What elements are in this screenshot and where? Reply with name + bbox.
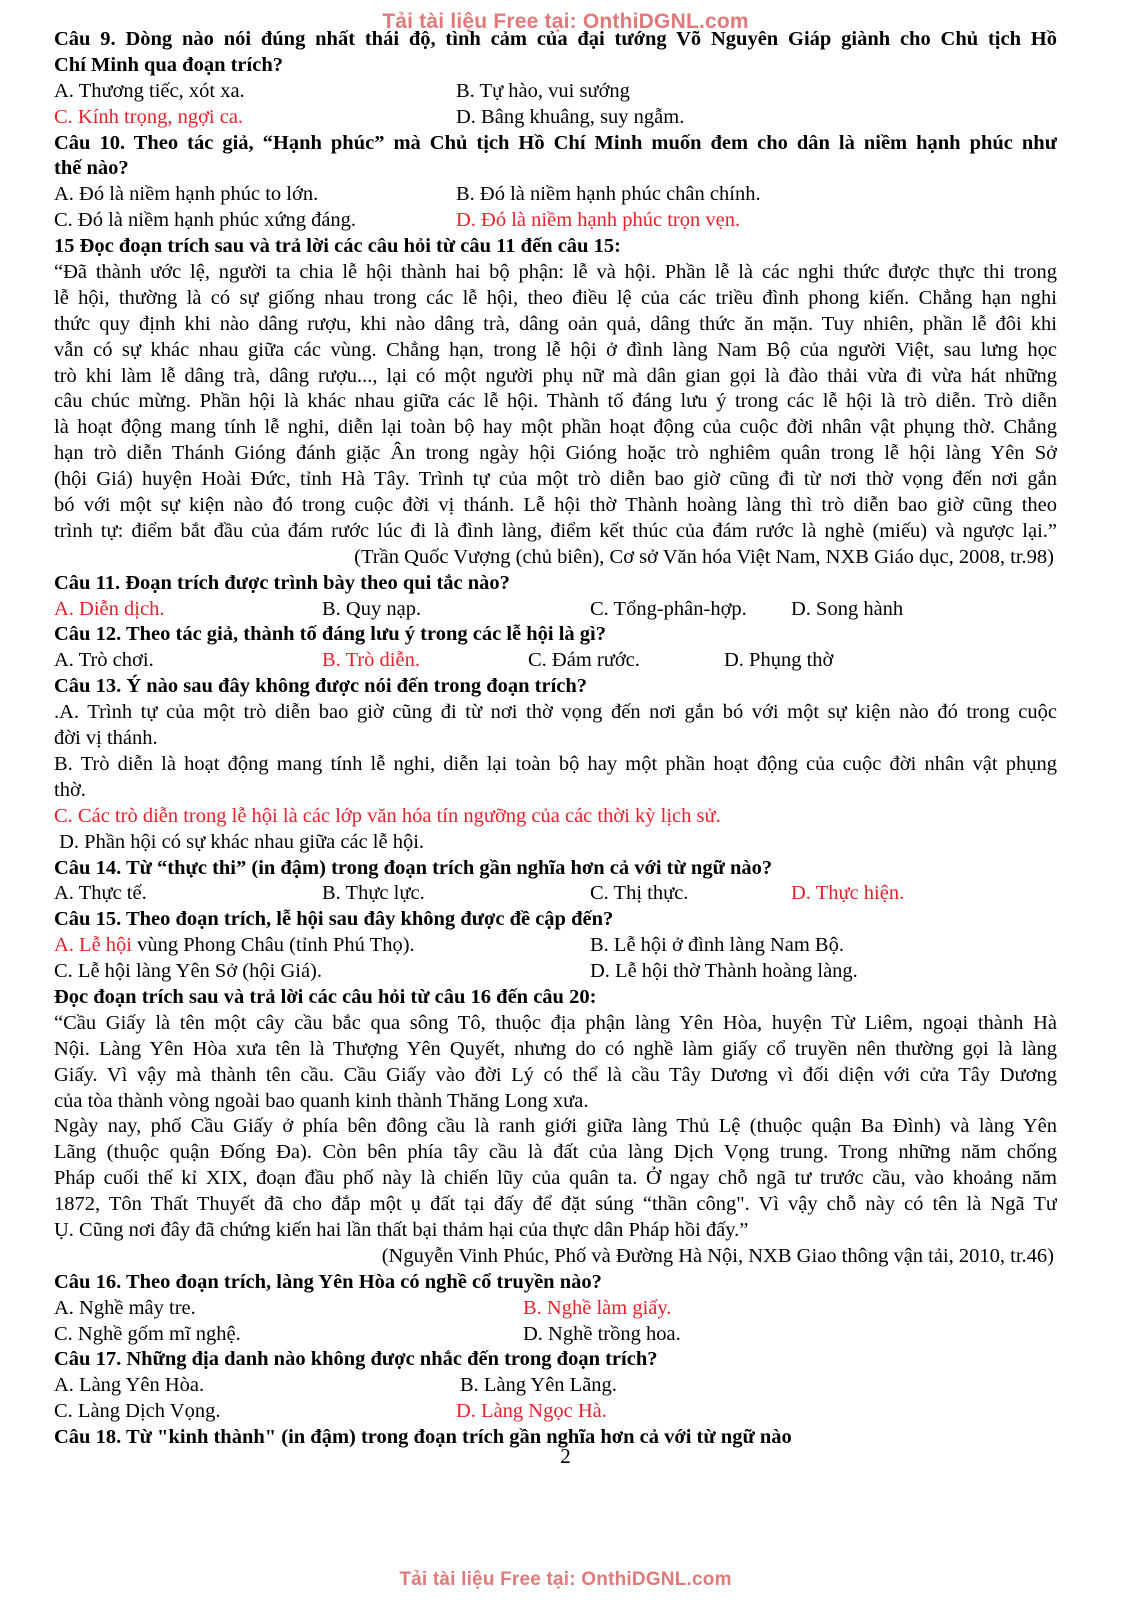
question-9-cont: Chí Minh qua đoạn trích? [54,53,283,76]
question-15: Câu 15. Theo đoạn trích, lễ hội sau đây không được đề cập đến? [54,908,614,931]
question-10: Câu 10. Theo tác giả, “Hạnh phúc” mà Chủ tịch Hồ Chí Minh muốn đem cho dân là niềm hạnh phúc như [54,131,1057,154]
passage-line: 1872, Tôn Thất Thuyết đã cho đắp một ụ đất tại đấy để đặt súng “thần công". Vì vậy chỗ này có tên là Ngã Tư [54,1193,1057,1216]
passage-line: Pháp cuối thế kỉ XIX, đoạn đầu phố này là chiến lũy của quân ta. Ở ngay chỗ ngã tư trước cầu, vào khoảng năm [54,1167,1057,1190]
answer-row [54,1322,1057,1348]
option-a [54,934,415,956]
watermark-bottom[interactable]: Tải tài liệu Free tại: OnthiDGNL.com [399,1569,732,1590]
question-12: Câu 12. Theo tác giả, thành tố đáng lưu ý trong các lễ hội là gì? [54,623,606,646]
option-d: D. Lễ hội thờ Thành hoàng làng. [590,960,858,983]
option-b-correct: B. Trò diễn. [322,649,420,672]
option-c-correct: C. Các trò diễn trong lễ hội là các lớp văn hóa tín ngưỡng của các thời kỳ lịch sử. [54,804,721,827]
option-c: C. Đám rước. [528,649,640,672]
passage-line: trò khi làm lễ dâng trà, dâng rượu..., lại có một người phụ nữ mà dân gian gọi là đào thải vừa đi vừa hát những [54,364,1057,387]
option-b: B. Thực lực. [322,882,425,905]
option-a-correct-label: A. Lễ hội [54,934,132,957]
answer-row [54,1296,1057,1322]
question-11: Câu 11. Đoạn trích được trình bày theo qui tắc nào? [54,571,510,594]
option-d-correct: D. Làng Ngọc Hà. [456,1400,607,1423]
option-b: B. Trò diễn là hoạt động mang tính lễ nghi, diễn lại toàn bộ hay một phần hoạt động của cuộc đời nhân vật phụng [54,752,1057,775]
option-a-correct: A. Diễn dịch. [54,597,165,620]
option-c: C. Lễ hội làng Yên Sở (hội Giá). [54,960,322,983]
option-b: B. Lễ hội ở đình làng Nam Bộ. [590,934,844,957]
passage-line: Giấy. Vì vậy mà thành tên cầu. Cầu Giấy vào đời Lý có thể là cầu Tây Dương vì đối diện với cửa Tây Dương [54,1063,1057,1086]
answer-row [54,597,1057,623]
passage-line: vẫn có sự khác nhau giữa các vùng. Chẳng hạn, trong lễ hội ở đình làng Nam Bộ của người Việt, sau lưng học [54,338,1057,361]
question-10-cont: thế nào? [54,157,129,180]
option-a-cont: đời vị thánh. [54,727,158,750]
option-c: C. Đó là niềm hạnh phúc xứng đáng. [54,209,357,232]
option-d: D. Bâng khuâng, suy ngẫm. [456,105,685,128]
passage-line: (hội Giá) huyện Hoài Đức, tỉnh Hà Tây. Trình tự của một trò diễn bao giờ cũng đi từ nơi thờ vọng đến nơi gắn [54,468,1057,491]
answer-row [54,1399,1057,1425]
question-9: Câu 9. Dòng nào nói đúng nhất thái độ, tình cảm của đại tướng Võ Nguyên Giáp giành cho Chủ tịch Hồ [54,28,1057,50]
answer-row [54,959,1057,985]
answer-row [54,881,1057,907]
passage-line: Lãng (thuộc quận Đống Đa). Còn bên phía tây cầu là đất của làng Dịch Vọng trung. Trong những năm chống [54,1141,1057,1164]
passage-line: Nội. Làng Yên Hòa xưa tên là Thượng Yên Quyết, nhưng do có nghề làm giấy cổ truyền nên thường gọi là làng [54,1037,1057,1060]
page-number: 2 [560,1444,571,1468]
answer-row [54,105,1057,131]
document-body [54,27,1057,1451]
option-c: C. Tổng-phân-hợp. [590,597,747,620]
passage-line: là hoạt động mang tính lễ nghi, diễn lại toàn bộ hay một phần hoạt động của cuộc đời nhân vật phụng thờ. Chẳng [54,416,1057,439]
passage-line: của tòa thành vòng ngoài bao quanh kinh thành Thăng Long xưa. [54,1089,589,1112]
option-a: A. Làng Yên Hòa. [54,1374,205,1397]
passage-line: trình tự: điểm bắt đầu của đám rước lúc đi là đình làng, điểm kết thúc của đám rước là nghè (miếu) và ngược lại.” [54,519,1057,542]
passage-heading: Đọc đoạn trích sau và trả lời các câu hỏi từ câu 16 đến câu 20: [54,985,597,1008]
option-a: A. Thương tiếc, xót xa. [54,79,245,102]
answer-row [54,648,1057,674]
option-c: C. Làng Dịch Vọng. [54,1400,221,1423]
option-c-correct: C. Kính trọng, ngợi ca. [54,105,244,128]
question-18: Câu 18. Từ "kinh thành" (in đậm) trong đoạn trích gần nghĩa hơn cả với từ ngữ nào [54,1426,792,1449]
question-14: Câu 14. Từ “thực thi” (in đậm) trong đoạn trích gần nghĩa hơn cả với từ ngữ nào? [54,856,773,879]
option-d: D. Nghề trồng hoa. [523,1322,681,1345]
option-a: .A. Trình tự của một trò diễn bao giờ cũng đi từ nơi thờ vọng đến nơi gắn bó với một sự kiện nào đó trong cuộc [54,701,1057,724]
passage-source: (Nguyễn Vinh Phúc, Phố và Đường Hà Nội, NXB Giao thông vận tải, 2010, tr.46) [381,1244,1054,1267]
passage-line: Ngày nay, phố Cầu Giấy ở phía bên đông cầu là ranh giới giữa làng Thủ Lệ (thuộc quận Ba Đình) và làng Yên [54,1115,1057,1138]
question-16: Câu 16. Theo đoạn trích, làng Yên Hòa có nghề cổ truyền nào? [54,1270,602,1293]
answer-row [54,182,1057,208]
passage-source: (Trần Quốc Vượng (chủ biên), Cơ sở Văn hóa Việt Nam, NXB Giáo dục, 2008, tr.98) [354,545,1054,568]
option-d: D. Phần hội có sự khác nhau giữa các lễ hội. [54,830,425,853]
option-d-correct: D. Thực hiện. [791,882,905,905]
passage-line: bó với một sự kiện nào đó trong cuộc đời vị thánh. Lễ hội thờ Thành hoàng làng thì trò diễn bao giờ cũng theo [54,494,1057,517]
option-d: D. Phụng thờ [724,649,834,672]
option-a: A. Nghề mây tre. [54,1296,196,1319]
passage-line: hạn trò diễn Thánh Gióng đánh giặc Ân trong ngày hội Gióng hoặc trò nghiêm quân trong lễ hội làng Yên Sở [54,442,1057,465]
option-d-correct: D. Đó là niềm hạnh phúc trọn vẹn. [456,209,741,232]
option-a-rest: vùng Phong Châu (tỉnh Phú Thọ). [132,934,415,957]
answer-row [54,208,1057,234]
option-b: B. Làng Yên Lãng. [460,1374,617,1397]
answer-row [54,79,1057,105]
watermark-top[interactable]: Tải tài liệu Free tại: OnthiDGNL.com [382,10,749,33]
option-b: B. Quy nạp. [322,597,422,620]
option-b: B. Tự hào, vui sướng [456,79,630,102]
answer-row [54,933,1057,959]
passage-heading: 15 Đọc đoạn trích sau và trả lời các câu hỏi từ câu 11 đến câu 15: [54,235,621,258]
option-a: A. Thực tế. [54,882,147,905]
answer-row [54,1373,1057,1399]
option-c: C. Thị thực. [590,882,689,905]
passage-line: Ụ. Cũng nơi đây đã chứng kiến hai lần thất bại thảm hại của thực dân Pháp hồi đấy.” [54,1218,749,1241]
option-c: C. Nghề gốm mĩ nghệ. [54,1322,241,1345]
question-13: Câu 13. Ý nào sau đây không được nói đến trong đoạn trích? [54,675,588,698]
passage-line: câu chúc mừng. Phần hội là khác nhau giữa các lễ hội. Thành tố đáng lưu ý trong các lễ hội là trò diễn. Trò diễn [54,390,1057,413]
option-d: D. Song hành [791,597,904,620]
option-b-cont: thờ. [54,778,86,801]
passage-line: “Cầu Giấy là tên một cây cầu bắc qua sông Tô, thuộc địa phận làng Yên Hòa, huyện Từ Liêm, ngoại thành Hà [54,1011,1057,1034]
passage-line: lễ hội, thường là có sự giống nhau trong các lễ hội, theo điều lệ của các triều đình phong kiến. Chẳng hạn nghi [54,286,1057,309]
option-a: A. Đó là niềm hạnh phúc to lớn. [54,183,319,206]
passage-line: thức quy định khi nào dâng rượu, khi nào dâng trà, dâng oản quả, dâng thức ăn mặn. Tuy nhiên, phần lễ đôi khi [54,312,1057,335]
question-17: Câu 17. Những địa danh nào không được nhắc đến trong đoạn trích? [54,1348,658,1371]
option-a: A. Trò chơi. [54,649,154,672]
passage-line: “Đã thành ước lệ, người ta chia lễ hội thành hai bộ phận: lễ và hội. Phần lễ là các nghi thức được thực thi trong [54,261,1057,284]
option-b-correct: B. Nghề làm giấy. [523,1296,672,1319]
option-b: B. Đó là niềm hạnh phúc chân chính. [456,183,761,206]
